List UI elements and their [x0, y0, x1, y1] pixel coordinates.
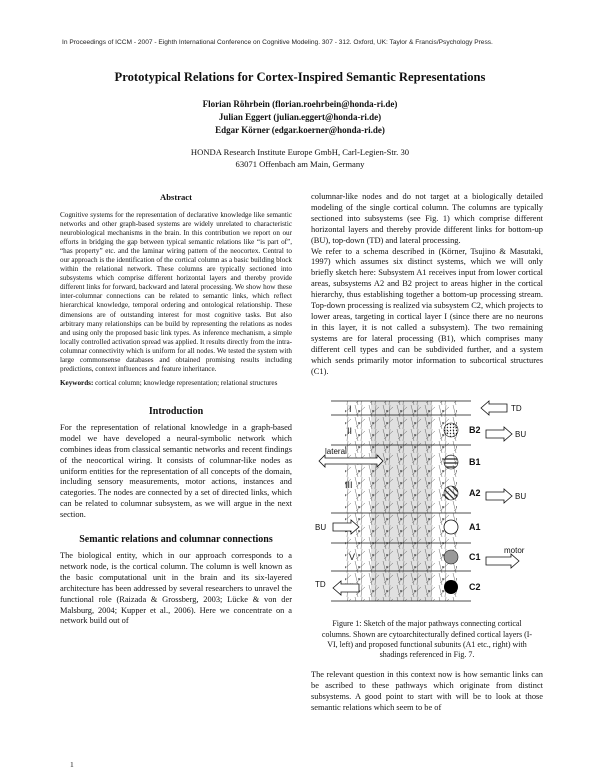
bu-input-label: BU — [315, 523, 327, 533]
b2-label: B2 — [469, 425, 481, 436]
author-1: Florian Röhrbein (florian.roehrbein@honda-ri.de) — [202, 99, 398, 109]
a1-label: A1 — [469, 522, 481, 533]
bu-a2-label: BU — [515, 492, 527, 502]
b1-symbol — [444, 455, 458, 469]
keywords — [60, 379, 292, 388]
layer-II-label: II — [347, 426, 353, 437]
right-paragraph-1: columnar-like nodes and do not target at a biologically detailed modeling of the single cortical column. The columns are typically sectioned into subsystems (see Fig. 1) which comprise different horizontal layers and thereby provide different links for bottom-up (BU), top-down (TD) and lateral processing. — [311, 192, 543, 245]
figure-1-caption: Figure 1: Sketch of the major pathways connecting cortical columns. Shown are cytoarchitecturally defined cortical layers (I-VI, left) and proposed functional subunits (A1 etc., right) with shadings referenced in Fig. 7. — [321, 619, 533, 660]
introduction-heading: Introduction — [148, 405, 204, 417]
section-2-text: The biological entity, which in our approach corresponds to a network node, is the cortical column. The column is well known as the basic computational unit in the brain and its six-layered architecture has been addressed by several researchers to unravel the functional role (Raizada & Grossberg, 2003; Lücke & von der Malsburg, 2004; Kupper et al., 2006). Here we concentrate on a network build out of — [60, 551, 292, 626]
c2-label: C2 — [469, 582, 481, 593]
b1-label: B1 — [469, 457, 481, 468]
a2-label: A2 — [469, 488, 481, 499]
motor-label: motor — [504, 546, 525, 556]
right-paragraph-3: The relevant question in this context now is how semantic links can be ascribed to these pathways which originate from distinct subsystems. A good point to start with will be to look at those semantic relations which seem to be of — [311, 670, 543, 712]
conference-header: In Proceedings of ICCM - 2007 - Eighth International Conference on Cognitive Modeling. 307 - 312. Oxford, UK: Taylor & Francis/Psychology Press. — [62, 39, 493, 46]
right-paragraph-2: We refer to a schema described in (Körner, Tsujino & Masutaki, 1997) which assumes six distinct systems, which we will only briefly sketch here: Subsystem A1 receives input from lower cortical areas, subsystems A2 and B2 project to areas higher in the cortical hierarchy, thus establishing together a bottom-up processing stream. Top-down processing is realized via subsystem C2, which projects to lower areas, targeting in cortical layer I (since there are no neurons in this layer, it is not called a subsystem). The two remaining systems are for lateral processing (B1), which comprises many different cell types and can be subdivided further, and a system which sends primarily motor information to subcortical structures (C1). — [311, 246, 543, 376]
lateral-label: lateral — [325, 447, 347, 457]
keywords-label: Keywords: — [60, 378, 94, 387]
introduction-text: For the representation of relational knowledge in a graph-based model we have developed a neural-symbolic network which combines ideas from classical semantic networks and recent findings of the neocortical wiring. It consists of columnar-like nodes as uniform entities for the representation of all concepts of the domain, including sensory measurements, motor actions, instances and categories. The nodes are connected by a set of directed links, which can be related to columnar subsystem, as we will argue in the next section. — [60, 422, 292, 520]
c1-symbol — [444, 550, 458, 564]
bu-b2-arrow — [486, 427, 512, 441]
layer-III-label: III — [345, 480, 353, 491]
a1-symbol — [444, 520, 458, 534]
a2-symbol — [444, 486, 458, 500]
td-output-label: TD — [315, 580, 326, 590]
bu-b2-label: BU — [515, 430, 527, 440]
section-2-heading: Semantic relations and columnar connections — [79, 534, 273, 546]
b2-symbol — [444, 423, 458, 437]
motor-output-arrow — [486, 554, 519, 568]
abstract-text: Cognitive systems for the representation of declarative knowledge like semantic networks and other graph-based systems are widely unrelated to characteristic neurobiological mechanisms in the brain. In this contribution we report on our efforts in bridging the gap between typical semantic relations like “is part of”, “has property” etc. and the laminar wiring pattern of the neocortex. Central to our approach is the identification of the cortical column as a basic building block within the relational network. These columns are typically sectioned into subsystems which comprise different horizontal layers and thereby provide different links for forward, backward and lateral processing. We show how these inter-columnar connections can be related to semantic links, which reflect hierarchical knowledge, temporal ordering and ontological relationship. These dimensions are of outstanding interest for most cognitive tasks. But also arbitrary many relationships can be build by representing the relations as nodes and using only the proposed basic link types. As inference mechanism, a simple locally controlled activation spread was applied. It results directly from the intra-columnar connectivity which is uniform for all nodes. We tested the system with large commonsense databases and obtained promising results including predictions, context influences and feature inheritance. — [60, 211, 292, 373]
c2-symbol — [444, 580, 458, 594]
layer-V-label: V — [349, 552, 356, 563]
affiliation-line-1: HONDA Research Institute Europe GmbH, Carl-Legien-Str. 30 — [190, 147, 410, 157]
td-input-arrow — [481, 401, 507, 415]
author-2: Julian Eggert (julian.eggert@honda-ri.de) — [218, 112, 382, 122]
td-input-label: TD — [511, 404, 522, 414]
right-column — [311, 192, 543, 714]
layer-I-label: I — [349, 404, 352, 415]
author-3: Edgar Körner (edgar.koerner@honda-ri.de) — [215, 125, 385, 135]
affiliation-line-2: 63071 Offenbach am Main, Germany — [235, 159, 365, 169]
keywords-text: cortical column; knowledge representation; relational structures — [95, 378, 278, 387]
left-column — [60, 192, 292, 627]
bu-a2-arrow — [486, 489, 512, 503]
paper-title: Prototypical Relations for Cortex-Inspired Semantic Representations — [114, 70, 486, 84]
abstract-heading: Abstract — [160, 192, 192, 202]
cortical-column-diagram — [311, 393, 543, 615]
figure-1 — [311, 393, 543, 615]
page-number: 1 — [70, 760, 74, 769]
c1-label: C1 — [469, 552, 481, 563]
